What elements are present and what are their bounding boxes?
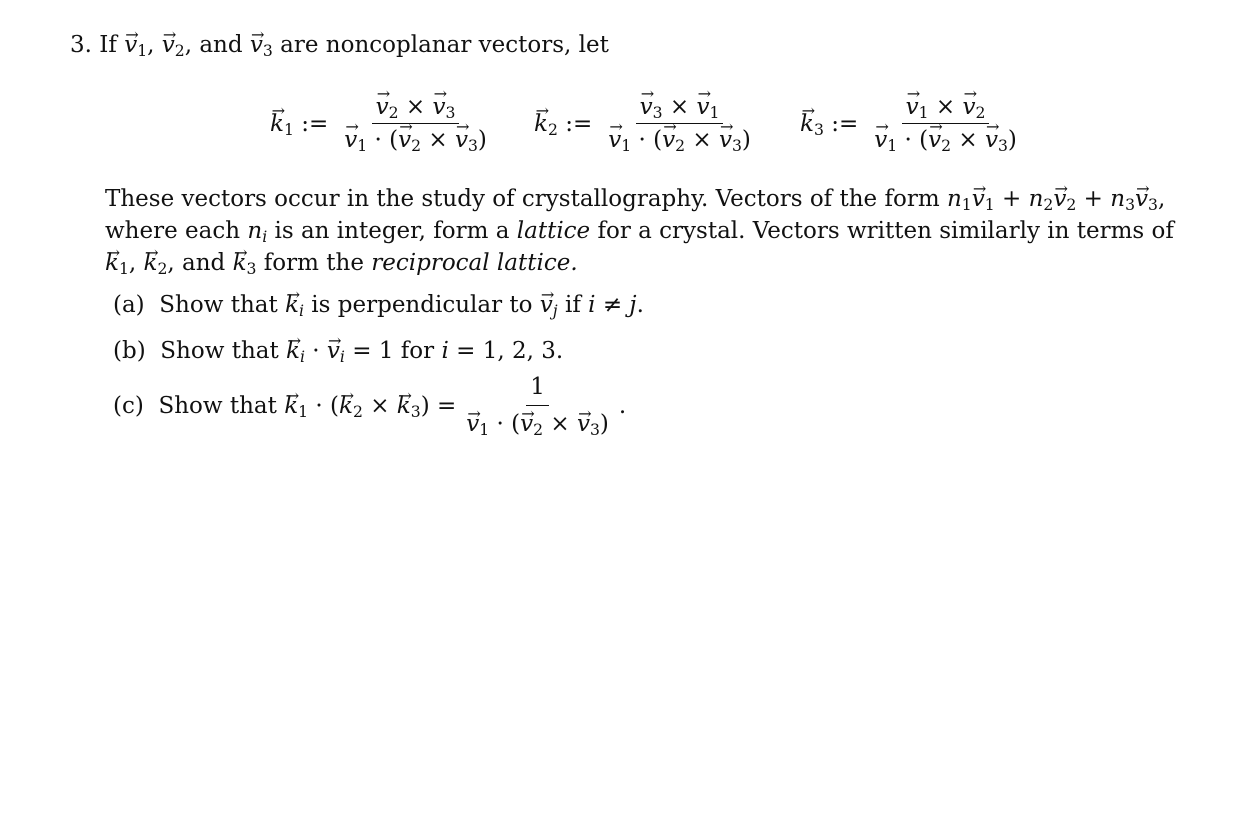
problem-intro: 3. $If \to v_1$, → $v_2$, and → $v_3$ are noncoplanar vectors, let xyxy=(70,30,609,60)
paragraph-line-1: These vectors occur in the study of crystallography. Vectors of the form $n_1\to v_1 + n_2\to v_2 + n_3\to v_3$, xyxy=(105,184,1165,214)
reciprocal-definitions xyxy=(0,94,1254,164)
part-b: (b) Show that → $k_i$ · → $v_i = 1$ for i = 1, 2, 3. xyxy=(113,336,563,366)
definition-k2: → $k_2$ := → $v_3$ × → $v_1$ → $v_1$ · (→ $v_2$ × → $v_3$) xyxy=(534,94,761,153)
part-c: (c) Show that → $k_1$ · (→ $k_2$ × → $k_3$) = 1 → $v_1$ · (→ $v_2$ × → $v_3$) . xyxy=(113,372,626,439)
paragraph-line-2: where each $n_i$ is an integer, form a lattice for a crystal. Vectors written similarly in terms of xyxy=(105,218,1174,246)
problem-number: 3. xyxy=(70,32,92,58)
paragraph-line-3: → $k_1$, → $k_2$, and → $k_3$ form the reciprocal lattice. xyxy=(105,248,578,278)
definition-k3: → $k_3$ := → $v_1$ × → $v_2$ → $v_1$ · (→ $v_2$ × → $v_3$) xyxy=(800,94,1027,153)
definition-k1: → $k_1$ := → $v_2$ × → $v_3$ → $v_1$ · (→ $v_2$ × → $v_3$) xyxy=(270,94,497,153)
part-a: (a) Show that → $k_i$ is perpendicular to → $v_j$ if i ≠ j. xyxy=(113,290,644,320)
